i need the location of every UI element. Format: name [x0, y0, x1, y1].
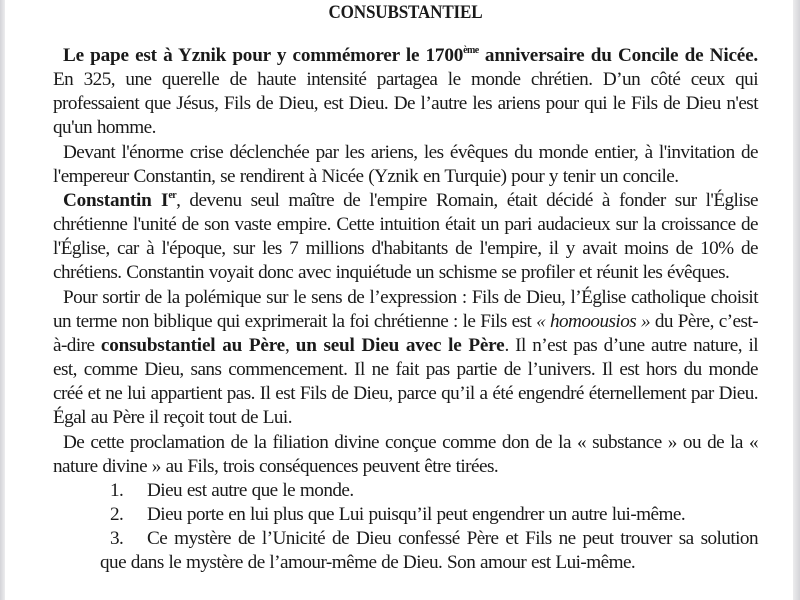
document-body	[53, 44, 758, 575]
page-edge-left	[0, 0, 5, 600]
text-run: Pour sortir de la polémique sur le sens de l’expression : Fils de Dieu, l’Église catholique choisit un terme non biblique qui exprimerait la foi chrétienne : le Fils est	[53, 286, 758, 332]
text-run-bold: consubstantiel au Père	[100, 334, 285, 356]
paragraph-consequences	[53, 431, 758, 479]
list-item	[53, 527, 758, 575]
text-run: , devenu seul maître de l'empire Romain, était décidé à fonder sur l'Église chrétienne l'unité de son vaste empire. Cette intuition était un pari audacieux sur la croissance de l'Église, car à l'époque, sur les 7 millions d'habitants de l'empire, il y avait moins de 10% de chrétiens. Constantin voyait donc avec inquiétude un schisme se profiler et réunit les évêques.	[53, 189, 759, 284]
superscript: ème	[463, 45, 479, 56]
text-run: ,	[285, 334, 296, 356]
paragraph-crisis	[53, 141, 758, 189]
list-item-text: Dieu est autre que le monde.	[147, 479, 354, 501]
list-item	[53, 503, 758, 527]
list-number: 1.	[110, 479, 124, 501]
list-number: 3.	[110, 528, 124, 550]
consequences-list	[53, 479, 758, 576]
paragraph-constantin	[53, 189, 758, 286]
list-item-text: Ce mystère de l’Unicité de Dieu confessé Père et Fils ne peut trouver sa solution que dans le mystère de l’amour-même de Dieu. Son amour est Lui-même.	[100, 528, 758, 574]
paragraph-homoousios	[53, 286, 758, 431]
text-run: En 325, une querelle de haute intensité partagea le monde chrétien. D’un côté ceux qui professaient que Jésus, Fils de Dieu, est Dieu. De l’autre les ariens pour qui le Fils de Dieu n'est qu'un homme.	[53, 69, 758, 139]
text-run-italic: « homoousios »	[536, 310, 651, 332]
text-run: Devant l'énorme crise déclenchée par les ariens, les évêques du monde entier, à l'invitation de l'empereur Constantin, se rendirent à Nicée (Yznik en Turquie) pour y tenir un concile.	[53, 141, 758, 187]
paragraph-intro	[53, 44, 758, 141]
document-title: CONSUBSTANTIEL	[328, 2, 483, 23]
text-run: du Père, c’est-à-dire	[53, 310, 759, 356]
text-run-bold: Constantin I	[63, 189, 169, 211]
text-run-bold: anniversaire du Concile de Nicée.	[478, 45, 758, 66]
text-run-bold: un seul Dieu avec le Père	[295, 334, 505, 356]
text-run-bold: Le pape est à Yznik pour y commémorer le 1700	[63, 45, 464, 66]
list-number: 2.	[110, 503, 124, 525]
superscript: er	[168, 189, 177, 201]
list-item-text: Dieu porte en lui plus que Lui puisqu’il peut engendrer un autre lui-même.	[147, 503, 686, 525]
list-item	[53, 479, 758, 503]
page-edge-right	[793, 0, 800, 600]
text-run: De cette proclamation de la filiation divine conçue comme don de la « substance » ou de la « nature divine » au Fils, trois conséquences peuvent être tirées.	[53, 431, 758, 477]
text-run: . Il n’est pas d’une autre nature, il est, comme Dieu, sans commencement. Il ne fait pas partie de l’univers. Il est hors du monde créé et ne lui appartient pas. Il est Fils de Dieu, parce qu’il a été engendré éternellement par Dieu. Égal au Père il reçoit tout de Lui.	[53, 334, 759, 429]
